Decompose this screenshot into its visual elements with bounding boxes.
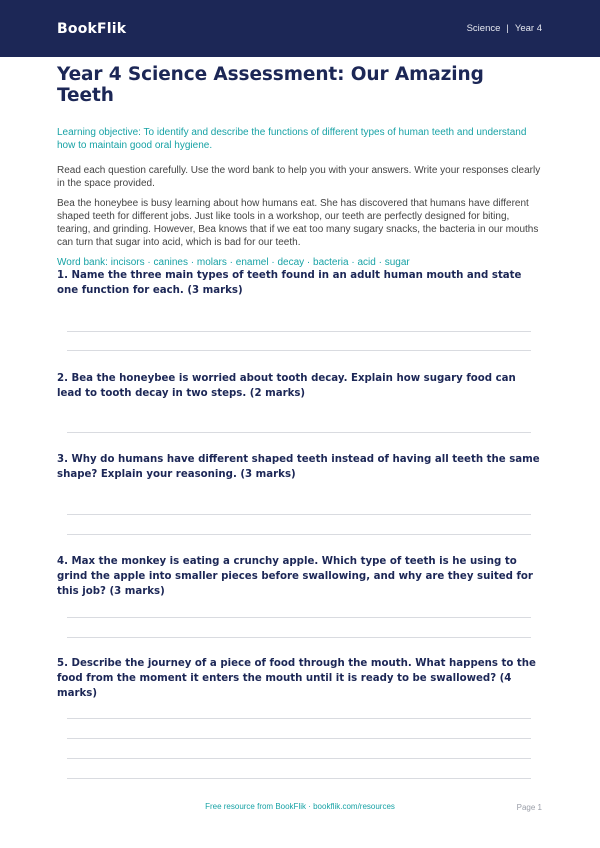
- breadcrumb-separator: |: [506, 23, 509, 34]
- answer-line-5b[interactable]: [67, 738, 531, 739]
- answer-line-2a[interactable]: [67, 432, 531, 433]
- breadcrumb-subject: Science: [466, 23, 501, 34]
- question-2: 2. Bea the honeybee is worried about tooth decay. Explain how sugary food can lead to tooth decay in two steps. (2 marks): [57, 373, 516, 399]
- answer-line-1a[interactable]: [67, 331, 531, 332]
- question-1: 1. Name the three main types of teeth found in an adult human mouth and state one function for each. (3 marks): [57, 270, 522, 296]
- breadcrumb-year: Year 4: [514, 23, 542, 34]
- intro-section: [57, 64, 543, 268]
- answer-line-3a[interactable]: [67, 514, 531, 515]
- brand-logo: BookFlik: [57, 20, 127, 37]
- instructions-text: Read each question carefully. Use the word bank to help you with your answers. Write your responses clearly in the space provided.: [57, 165, 541, 189]
- answer-line-5a[interactable]: [67, 718, 531, 719]
- page-title: Year 4 Science Assessment: Our Amazing Teeth: [57, 64, 484, 106]
- footer-resource-link[interactable]: Free resource from BookFlik · bookflik.com/resources: [205, 802, 395, 811]
- learning-objective: Learning objective: To identify and describe the functions of different types of human teeth and understand how to maintain good oral hygiene.: [57, 127, 527, 151]
- answer-line-3b[interactable]: [67, 534, 531, 535]
- answer-line-4a[interactable]: [67, 617, 531, 618]
- question-4: 4. Max the monkey is eating a crunchy apple. Which type of teeth is he using to grind the apple into smaller pieces before swallowing, and why are they suited for this job? (3 marks): [57, 556, 533, 597]
- answer-line-4b[interactable]: [67, 637, 531, 638]
- answer-line-5d[interactable]: [67, 778, 531, 779]
- answer-line-1b[interactable]: [67, 350, 531, 351]
- breadcrumb: [467, 23, 542, 34]
- page-number: Page 1: [516, 803, 542, 812]
- word-bank: Word bank: incisors · canines · molars · enamel · decay · bacteria · acid · sugar: [57, 257, 410, 268]
- question-5: 5. Describe the journey of a piece of food through the mouth. What happens to the food from the moment it enters the mouth until it is ready to be swallowed? (4 marks): [57, 658, 536, 699]
- page-header: [0, 0, 600, 57]
- story-text: Bea the honeybee is busy learning about how humans eat. She has discovered that humans have different shaped teeth for different jobs. Just like tools in a workshop, our teeth are perfectly designed for biting, tearing, and grinding. However, Bea knows that if we eat too many sugary snacks, the bacteria in our mouths can turn that sugar into acid, which is bad for our teeth.: [57, 198, 539, 248]
- question-3: 3. Why do humans have different shaped teeth instead of having all teeth the same shape? Explain your reasoning. (3 marks): [57, 454, 540, 480]
- answer-line-5c[interactable]: [67, 758, 531, 759]
